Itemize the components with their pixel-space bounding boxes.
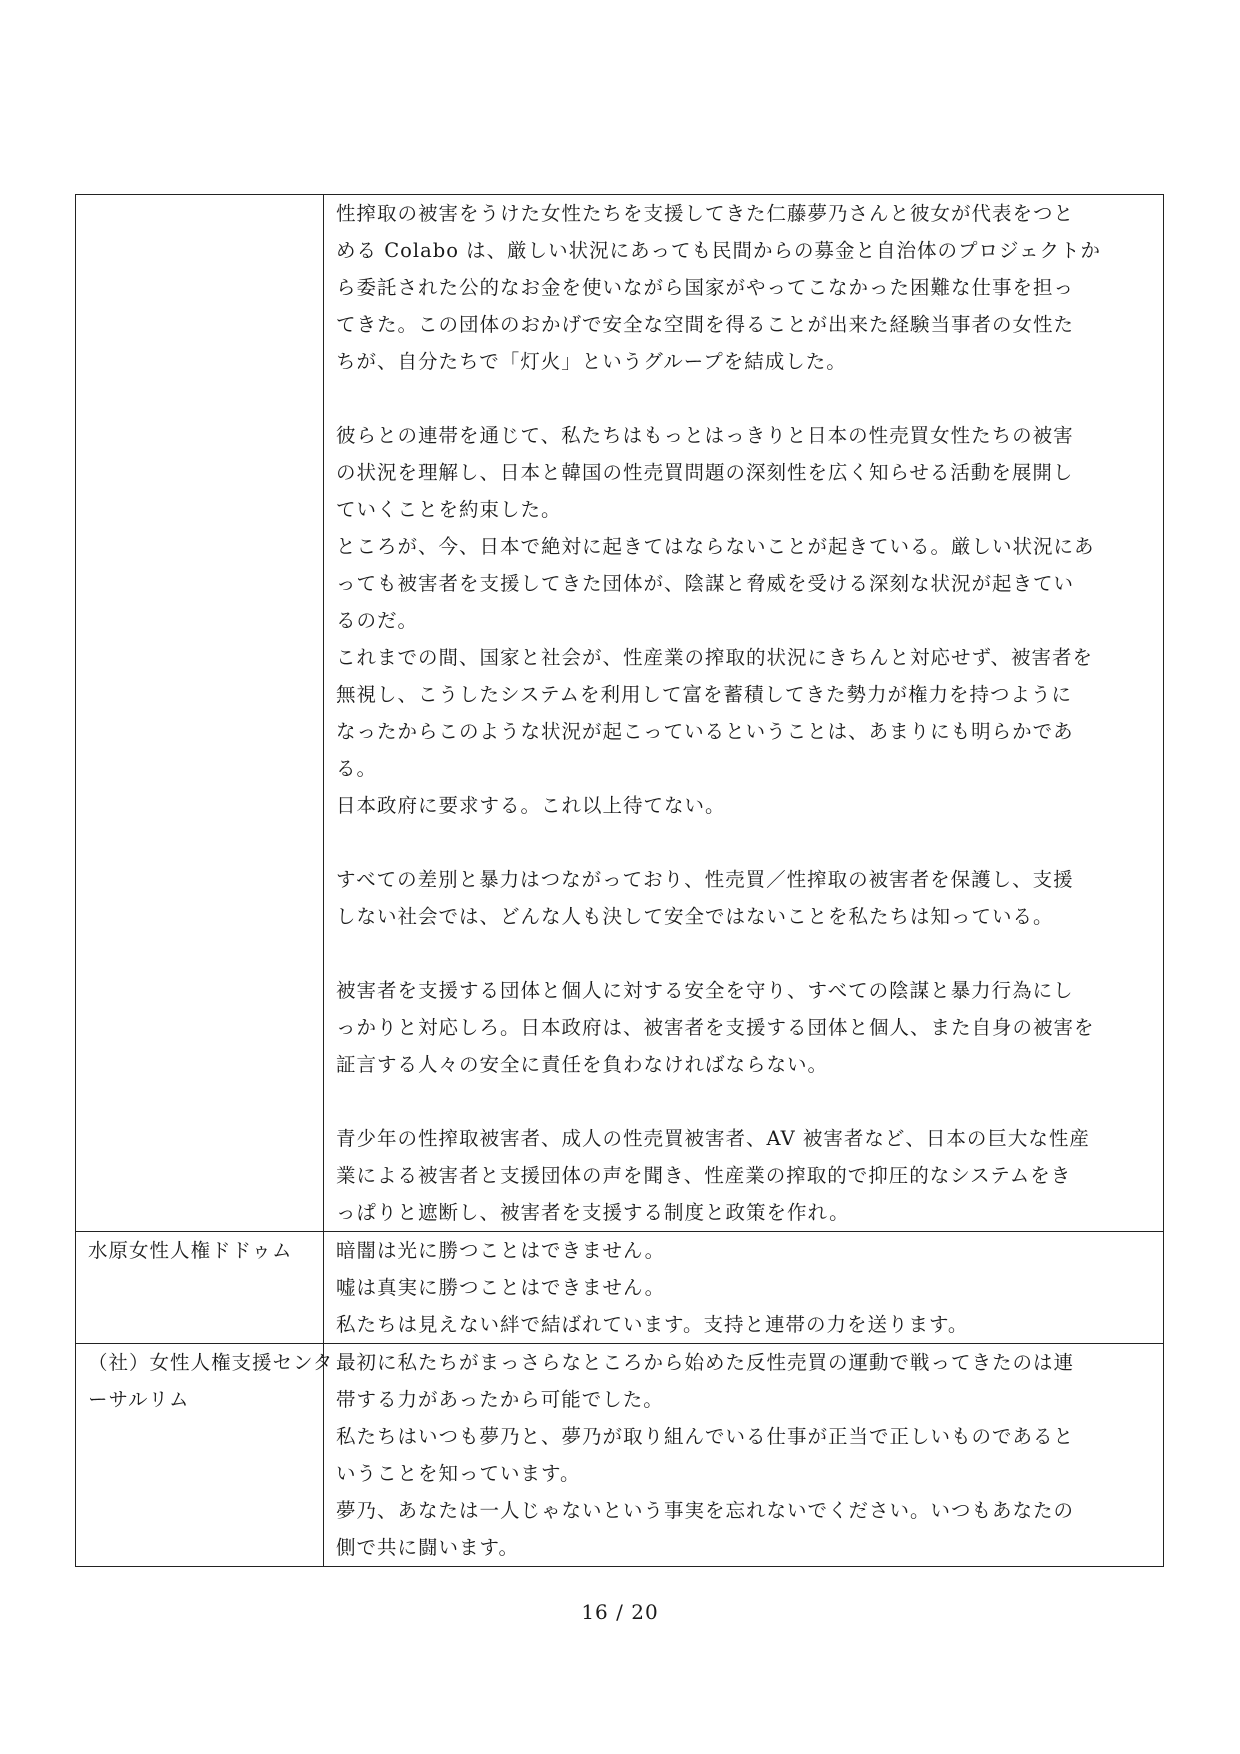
text-line: るのだ。 bbox=[336, 609, 419, 632]
text-line: 性搾取の被害をうけた女性たちを支援してきた仁藤夢乃さんと彼女が代表をつと bbox=[336, 202, 1075, 225]
text-line: いうことを知っています。 bbox=[336, 1462, 581, 1485]
text-line: める Colabo は、厳しい状況にあっても民間からの募金と自治体のプロジェクトか bbox=[336, 239, 1102, 262]
text-line: 側で共に闘います。 bbox=[336, 1536, 519, 1559]
text-line: 夢乃、あなたは一人じゃないという事実を忘れないでください。いつもあなたの bbox=[336, 1499, 1075, 1522]
text-line: しない社会では、どんな人も決して安全ではないことを私たちは知っている。 bbox=[336, 905, 1054, 928]
page-number: 16 / 20 bbox=[581, 1600, 659, 1624]
text-line: 証言する人々の安全に責任を負わなければならない。 bbox=[336, 1053, 829, 1076]
text-line: 日本政府に要求する。これ以上待てない。 bbox=[336, 794, 726, 817]
text-line: なったからこのような状況が起こっているということは、あまりにも明らかであ bbox=[336, 720, 1074, 743]
text-line: ていくことを約束した。 bbox=[336, 498, 562, 521]
text-line: 青少年の性搾取被害者、成人の性売買被害者、AV 被害者など、日本の巨大な性産 bbox=[336, 1127, 1090, 1150]
text-line: 最初に私たちがまっさらなところから始めた反性売買の運動で戦ってきたのは連 bbox=[336, 1351, 1075, 1374]
text-line: これまでの間、国家と社会が、性産業の搾取的状況にきちんと対応せず、被害者を bbox=[336, 646, 1093, 669]
text-line: ちが、自分たちで「灯火」というグループを結成した。 bbox=[336, 350, 847, 373]
text-line: 被害者を支援する団体と個人に対する安全を守り、すべての陰謀と暴力行為にし bbox=[336, 979, 1074, 1002]
letters-table bbox=[75, 194, 1164, 1567]
message-cell bbox=[324, 195, 1164, 1232]
table-row bbox=[76, 1232, 1164, 1344]
organization-cell bbox=[76, 195, 324, 1232]
text-line: の状況を理解し、日本と韓国の性売買問題の深刻性を広く知らせる活動を展開し bbox=[336, 461, 1074, 484]
message-cell bbox=[324, 1344, 1164, 1567]
text-line: 無視し、こうしたシステムを利用して富を蓄積してきた勢力が権力を持つように bbox=[336, 683, 1073, 706]
paragraph-gap bbox=[336, 824, 1151, 861]
text-line: ーサルリム bbox=[88, 1388, 190, 1411]
text-line: っても被害者を支援してきた団体が、陰謀と脅威を受ける深刻な状況が起きてい bbox=[336, 572, 1075, 595]
paragraph-gap bbox=[336, 935, 1151, 972]
text-line: 嘘は真実に勝つことはできません。 bbox=[336, 1276, 666, 1299]
text-line: ら委託された公的なお金を使いながら国家がやってこなかった困難な仕事を担っ bbox=[336, 276, 1075, 299]
text-line: てきた。この団体のおかげで安全な空間を得ることが出来た経験当事者の女性た bbox=[336, 313, 1075, 336]
text-line: （社）女性人権支援センタ bbox=[88, 1351, 334, 1374]
text-line: っぱりと遮断し、被害者を支援する制度と政策を作れ。 bbox=[336, 1201, 850, 1224]
text-line: 水原女性人権ドドゥム bbox=[88, 1239, 293, 1262]
table-row bbox=[76, 1344, 1164, 1567]
text-line: ところが、今、日本で絶対に起きてはならないことが起きている。厳しい状況にあ bbox=[336, 535, 1095, 558]
paragraph-gap bbox=[336, 1083, 1151, 1120]
text-line: 業による被害者と支援団体の声を聞き、性産業の搾取的で抑圧的なシステムをき bbox=[336, 1164, 1072, 1187]
text-line: る。 bbox=[336, 757, 378, 780]
paragraph-gap bbox=[336, 380, 1151, 417]
text-line: 私たちは見えない絆で結ばれています。支持と連帯の力を送ります。 bbox=[336, 1313, 969, 1336]
text-line: っかりと対応しろ。日本政府は、被害者を支援する団体と個人、また自身の被害を bbox=[336, 1016, 1095, 1039]
text-line: 私たちはいつも夢乃と、夢乃が取り組んでいる仕事が正当で正しいものであると bbox=[336, 1425, 1075, 1448]
text-line: 帯する力があったから可能でした。 bbox=[336, 1388, 664, 1411]
table-row bbox=[76, 195, 1164, 1232]
text-line: 暗闇は光に勝つことはできません。 bbox=[336, 1239, 666, 1262]
text-line: 彼らとの連帯を通じて、私たちはもっとはっきりと日本の性売買女性たちの被害 bbox=[336, 424, 1074, 447]
letters-table-body bbox=[76, 195, 1164, 1567]
organization-cell bbox=[76, 1232, 324, 1344]
text-line: すべての差別と暴力はつながっており、性売買／性搾取の被害者を保護し、支援 bbox=[336, 868, 1074, 891]
message-cell bbox=[324, 1232, 1164, 1344]
organization-cell bbox=[76, 1344, 334, 1567]
